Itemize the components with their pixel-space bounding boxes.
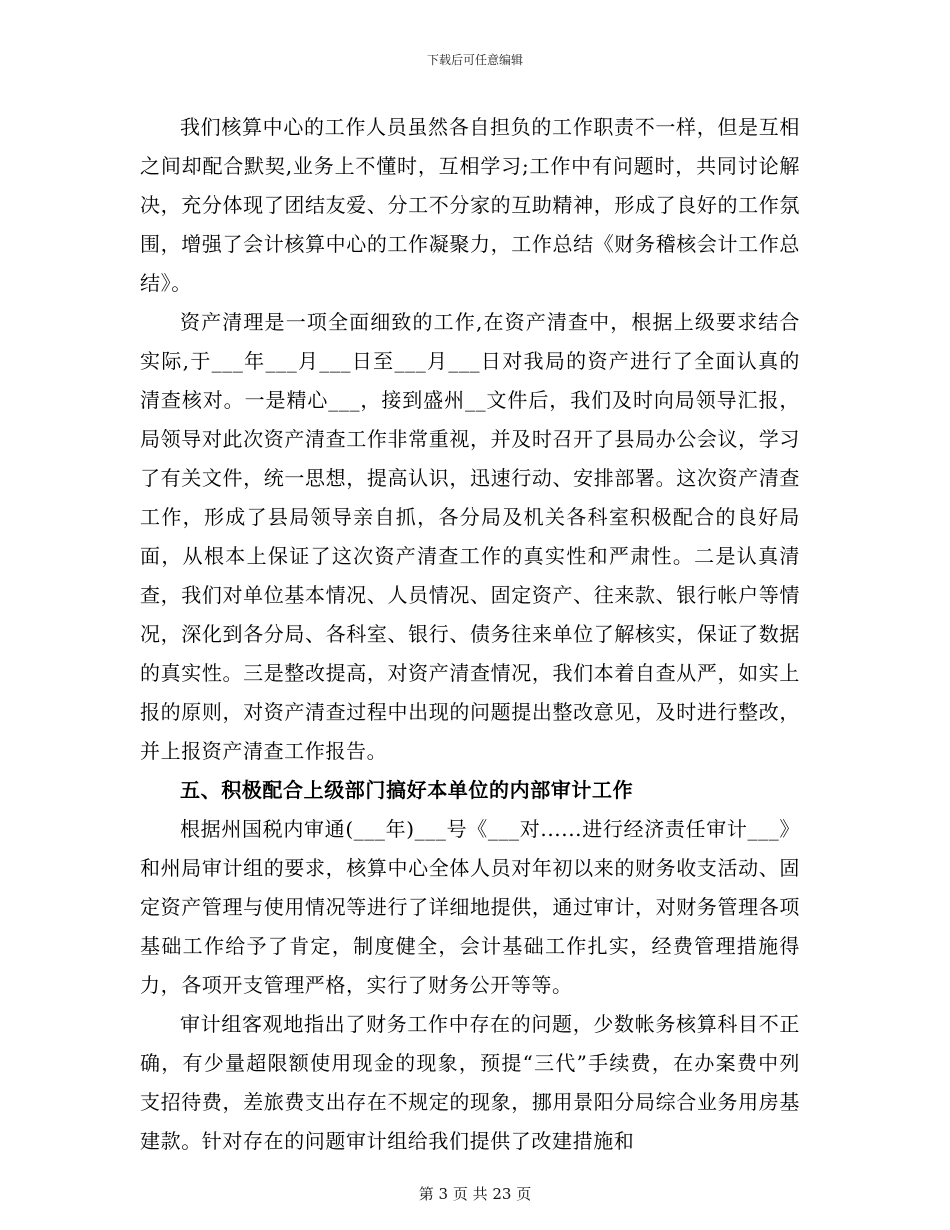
section-heading-internal-audit: 五、积极配合上级部门搞好本单位的内部审计工作: [180, 778, 634, 802]
paragraph-audit-basis: 根据州国税内审通(___年)___号《___对......进行经济责任审计___》和州局审计组的要求，核算中心全体人员对年初以来的财务收支活动、固定资产管理与使用情况等进行了详细地提供，通过审计，对财务管理各项基础工作给予了肯定，制度健全，会计基础工作扎实，经费管理措施得力，各项开支管理严格，实行了财务公开等等。: [140, 817, 800, 997]
paragraph-teamwork: 我们核算中心的工作人员虽然各自担负的工作职责不一样，但是互相之间却配合默契,业务上不懂时，互相学习;工作中有问题时，共同讨论解决，充分体现了团结友爱、分工不分家的互助精神，形成了良好的工作氛围，增强了会计核算中心的工作凝聚力，工作总结《财务稽核会计工作总结》。: [140, 115, 800, 295]
document-body: [140, 108, 800, 1161]
page-number-footer: 第 3 页 共 23 页: [418, 1185, 532, 1203]
paragraph-asset-inventory: 资产清理是一项全面细致的工作,在资产清查中，根据上级要求结合实际,于___年___月___日至___月___日对我局的资产进行了全面认真的清查核对。一是精心___，接到盛州__文件后，我们及时向局领导汇报，局领导对此次资产清查工作非常重视，并及时召开了县局办公会议，学习了有关文件，统一思想，提高认识，迅速行动、安排部署。这次资产清查工作，形成了县局领导亲自抓，各分局及机关各科室积极配合的良好局面，从根本上保证了这次资产清查工作的真实性和严肃性。二是认真清查，我们对单位基本情况、人员情况、固定资产、往来款、银行帐户等情况，深化到各分局、各科室、银行、债务往来单位了解核实，保证了数据的真实性。三是整改提高，对资产清查情况，我们本着自查从严，如实上报的原则，对资产清查过程中出现的问题提出整改意见，及时进行整改，并上报资产清查工作报告。: [140, 310, 800, 763]
paragraph-audit-findings: 审计组客观地指出了财务工作中存在的问题，少数帐务核算科目不正确，有少量超限额使用现金的现象，预提“三代”手续费，在办案费中列支招待费，差旅费支出存在不规定的现象，挪用景阳分局综合业务用房基建款。针对存在的问题审计组给我们提供了改建措施和: [140, 1012, 800, 1153]
page-header-note: 下载后可任意编辑: [426, 53, 523, 67]
